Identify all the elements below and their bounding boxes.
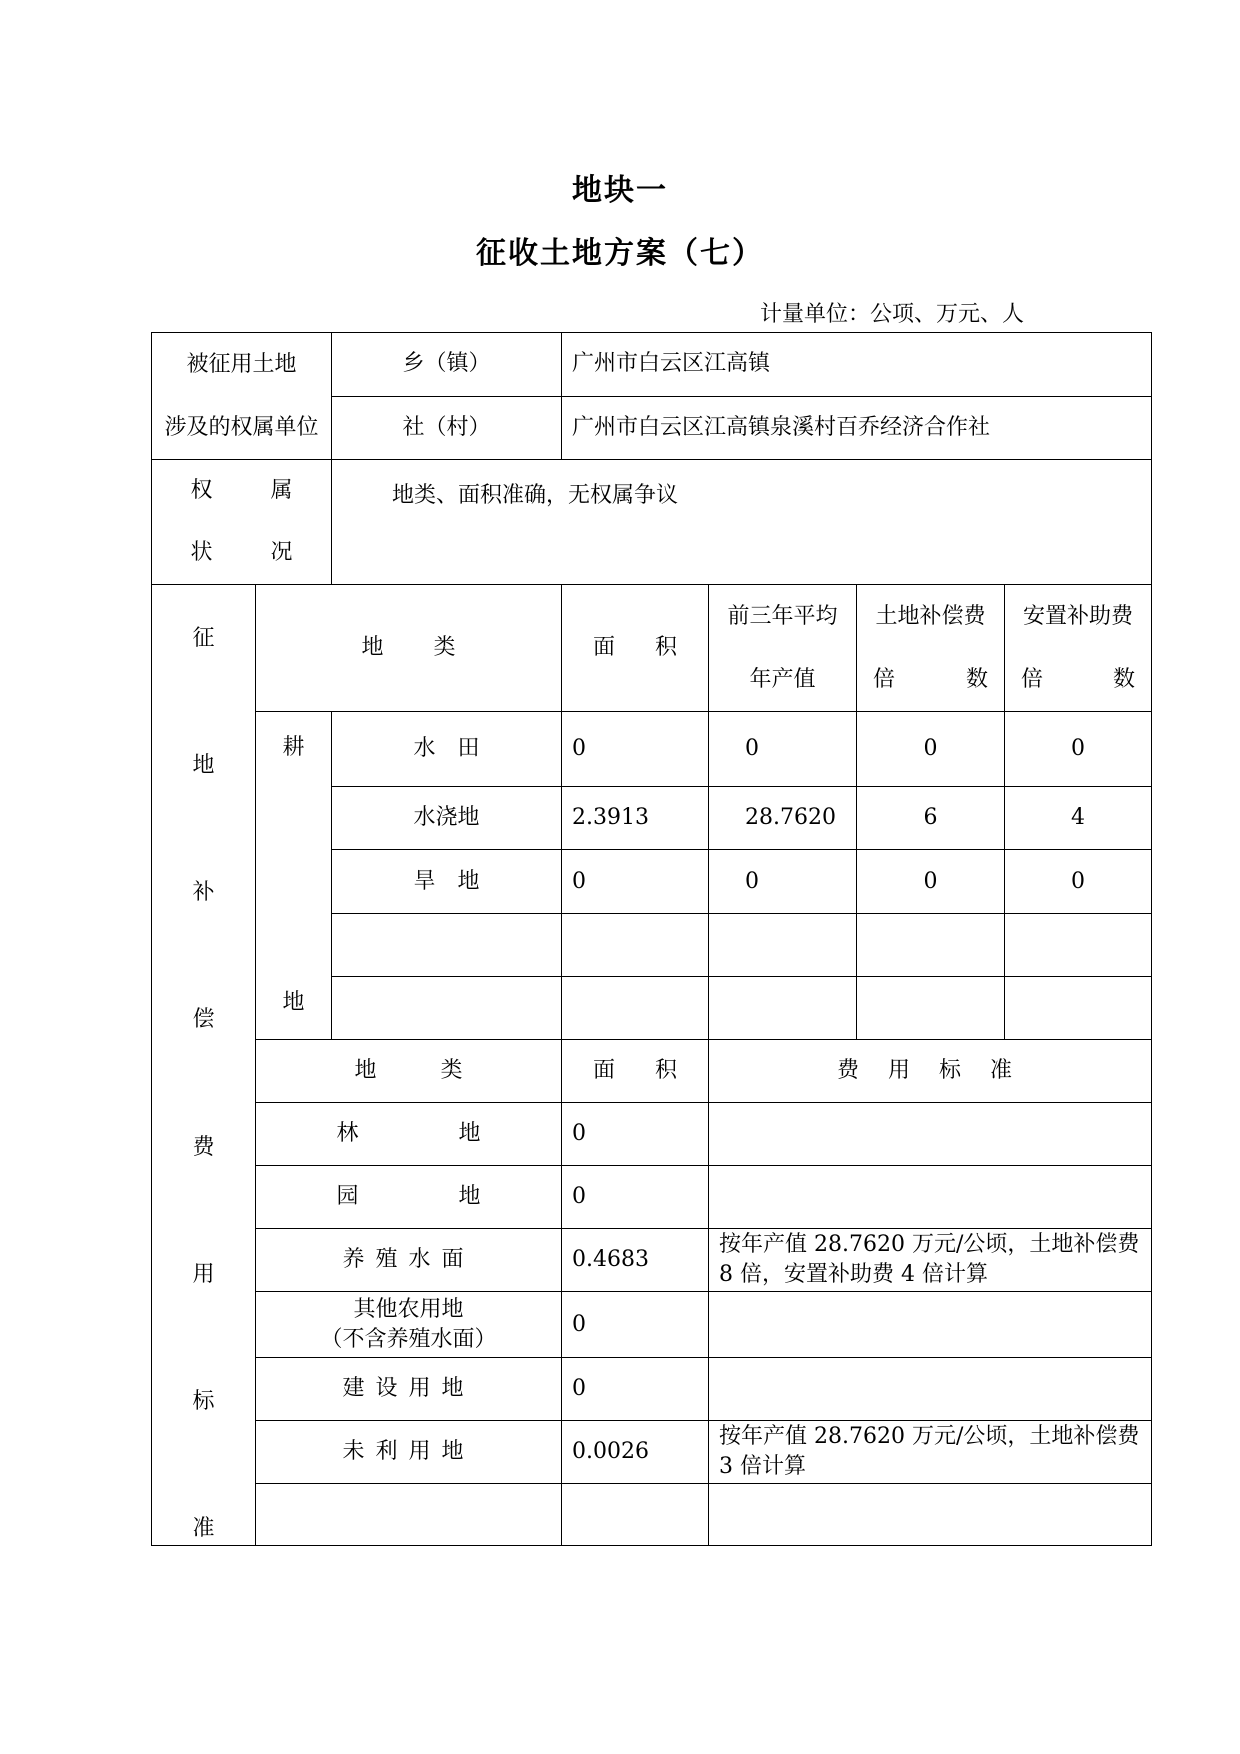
header-land-comp-line1: 土地补偿费 <box>875 604 986 629</box>
other-area-other-agri: 0 <box>562 1292 709 1358</box>
side-char-7: 标 <box>192 1388 215 1414</box>
land-acquisition-table <box>151 332 1152 1546</box>
other-type-aquaculture <box>256 1229 562 1292</box>
cultivated-area-2: 2.3913 <box>562 787 709 850</box>
side-char-8: 准 <box>192 1516 215 1542</box>
plan-title: 征收土地方案（七） <box>476 236 764 271</box>
cultivated-type-1: 水 田 <box>332 712 562 787</box>
other-type-forest <box>256 1103 562 1166</box>
other-type-garden-a: 园 <box>336 1184 359 1210</box>
status-value-text: 地类、面积准确，无权属争议 <box>392 483 679 508</box>
other-type-unused-text: 未利用地 <box>342 1439 475 1465</box>
cultivated-type-3: 旱 地 <box>332 850 562 913</box>
cultivated-land-multiple-1: 0 <box>857 712 1005 787</box>
side-char-6: 用 <box>192 1261 215 1287</box>
cultivated-empty-area-1 <box>562 913 709 976</box>
header-resettle-b1: 倍 <box>1021 667 1044 692</box>
side-char-3: 补 <box>192 880 215 906</box>
header-output-line2: 年产值 <box>749 667 816 692</box>
other-type-other-agri-line1: 其他农用地 <box>353 1296 464 1322</box>
header-land-compensation <box>857 585 1005 712</box>
compensation-side-label <box>152 585 256 1546</box>
town-value-text: 广州市白云区江高镇 <box>572 351 771 377</box>
other-area-aquaculture: 0.4683 <box>562 1229 709 1292</box>
status-label <box>152 460 332 585</box>
other-empty-area <box>562 1484 709 1546</box>
header-land-comp-b2: 数 <box>966 667 989 692</box>
other-standard-garden <box>709 1166 1152 1229</box>
header-land-type-2: 类 <box>433 635 456 661</box>
other-standard-construction <box>709 1358 1152 1421</box>
header-output-line1: 前三年平均 <box>727 604 838 629</box>
header-area-2: 积 <box>655 635 678 661</box>
other-area-garden: 0 <box>562 1166 709 1229</box>
cultivated-output-2: 28.7620 <box>709 787 857 850</box>
header-resettle-line1: 安置补助费 <box>1023 604 1134 629</box>
header2-fee-standard-text: 费 用 标 准 <box>837 1058 1024 1084</box>
other-standard-unused: 按年产值 28.7620 万元/公顷，土地补偿费 3 倍计算 <box>709 1421 1152 1484</box>
header-area <box>562 585 709 712</box>
other-area-unused: 0.0026 <box>562 1421 709 1484</box>
side-char-4: 偿 <box>192 1007 215 1033</box>
status-value <box>332 460 1152 585</box>
other-type-other-agri-line2: （不含养殖水面） <box>320 1326 497 1352</box>
cultivated-land-multiple-2: 6 <box>857 787 1005 850</box>
header2-fee-standard <box>709 1040 1152 1103</box>
ownership-label-cell <box>152 333 332 460</box>
village-value <box>562 396 1152 460</box>
cultivated-resettle-multiple-2: 4 <box>1005 787 1152 850</box>
other-type-forest-b: 地 <box>458 1121 481 1147</box>
header2-land-type <box>256 1040 562 1103</box>
header-land-type <box>256 585 562 712</box>
header-resettle-b2: 数 <box>1113 667 1136 692</box>
cultivated-empty-area-2 <box>562 976 709 1039</box>
unit-note: 计量单位：公项、万元、人 <box>760 302 1025 327</box>
status-label-char-4: 况 <box>270 540 293 565</box>
cultivated-land-multiple-3: 0 <box>857 850 1005 913</box>
cultivated-empty-land-1 <box>857 913 1005 976</box>
other-standard-forest <box>709 1103 1152 1166</box>
side-char-5: 费 <box>192 1134 215 1160</box>
ownership-label-line1: 被征用土地 <box>186 352 297 377</box>
cultivated-empty-resettle-2 <box>1005 976 1152 1039</box>
side-char-2: 地 <box>192 753 215 779</box>
cultivated-area-3: 0 <box>562 850 709 913</box>
other-standard-other-agri <box>709 1292 1152 1358</box>
header2-area-2: 积 <box>655 1058 678 1084</box>
other-type-other-agri <box>256 1292 562 1358</box>
other-type-construction-text: 建设用地 <box>342 1376 475 1402</box>
block-title: 地块一 <box>572 173 668 208</box>
cultivated-empty-type-1 <box>332 913 562 976</box>
cultivated-empty-output-1 <box>709 913 857 976</box>
cultivated-label <box>256 712 332 1040</box>
cultivated-area-1: 0 <box>562 712 709 787</box>
status-label-char-1: 权 <box>190 478 213 503</box>
other-empty-standard <box>709 1484 1152 1546</box>
other-area-construction: 0 <box>562 1358 709 1421</box>
village-label-text: 社（村） <box>402 414 491 440</box>
header-output <box>709 585 857 712</box>
header-land-type-1: 地 <box>361 635 384 661</box>
header2-land-type-2: 类 <box>440 1058 463 1084</box>
header-area-1: 面 <box>593 635 616 661</box>
cultivated-bottom-char: 地 <box>282 990 305 1016</box>
cultivated-resettle-multiple-3: 0 <box>1005 850 1152 913</box>
village-label <box>332 396 562 460</box>
status-label-char-2: 属 <box>270 478 293 503</box>
side-char-1: 征 <box>192 626 215 651</box>
village-value-text: 广州市白云区江高镇泉溪村百乔经济合作社 <box>572 414 991 440</box>
header-land-comp-b1: 倍 <box>873 667 896 692</box>
other-type-aquaculture-text: 养殖水面 <box>342 1247 475 1273</box>
cultivated-empty-resettle-1 <box>1005 913 1152 976</box>
cultivated-empty-land-2 <box>857 976 1005 1039</box>
cultivated-empty-output-2 <box>709 976 857 1039</box>
town-label-text: 乡（镇） <box>402 351 491 377</box>
status-label-char-3: 状 <box>190 540 213 565</box>
other-type-unused <box>256 1421 562 1484</box>
cultivated-top-char: 耕 <box>282 735 305 760</box>
cultivated-resettle-multiple-1: 0 <box>1005 712 1152 787</box>
other-empty-type <box>256 1484 562 1546</box>
cultivated-output-1: 0 <box>709 712 857 787</box>
cultivated-output-3: 0 <box>709 850 857 913</box>
header2-area-1: 面 <box>593 1058 616 1084</box>
other-type-construction <box>256 1358 562 1421</box>
header2-land-type-1: 地 <box>354 1058 377 1084</box>
cultivated-type-2: 水浇地 <box>332 787 562 850</box>
ownership-label-line2: 涉及的权属单位 <box>164 415 319 440</box>
header2-area <box>562 1040 709 1103</box>
other-type-forest-a: 林 <box>336 1121 359 1147</box>
other-type-garden <box>256 1166 562 1229</box>
header-resettlement <box>1005 585 1152 712</box>
cultivated-empty-type-2 <box>332 976 562 1039</box>
town-value <box>562 333 1152 397</box>
other-standard-aquaculture: 按年产值 28.7620 万元/公顷，土地补偿费 8 倍，安置补助费 4 倍计算 <box>709 1229 1152 1292</box>
other-area-forest: 0 <box>562 1103 709 1166</box>
other-type-garden-b: 地 <box>458 1184 481 1210</box>
town-label <box>332 333 562 397</box>
